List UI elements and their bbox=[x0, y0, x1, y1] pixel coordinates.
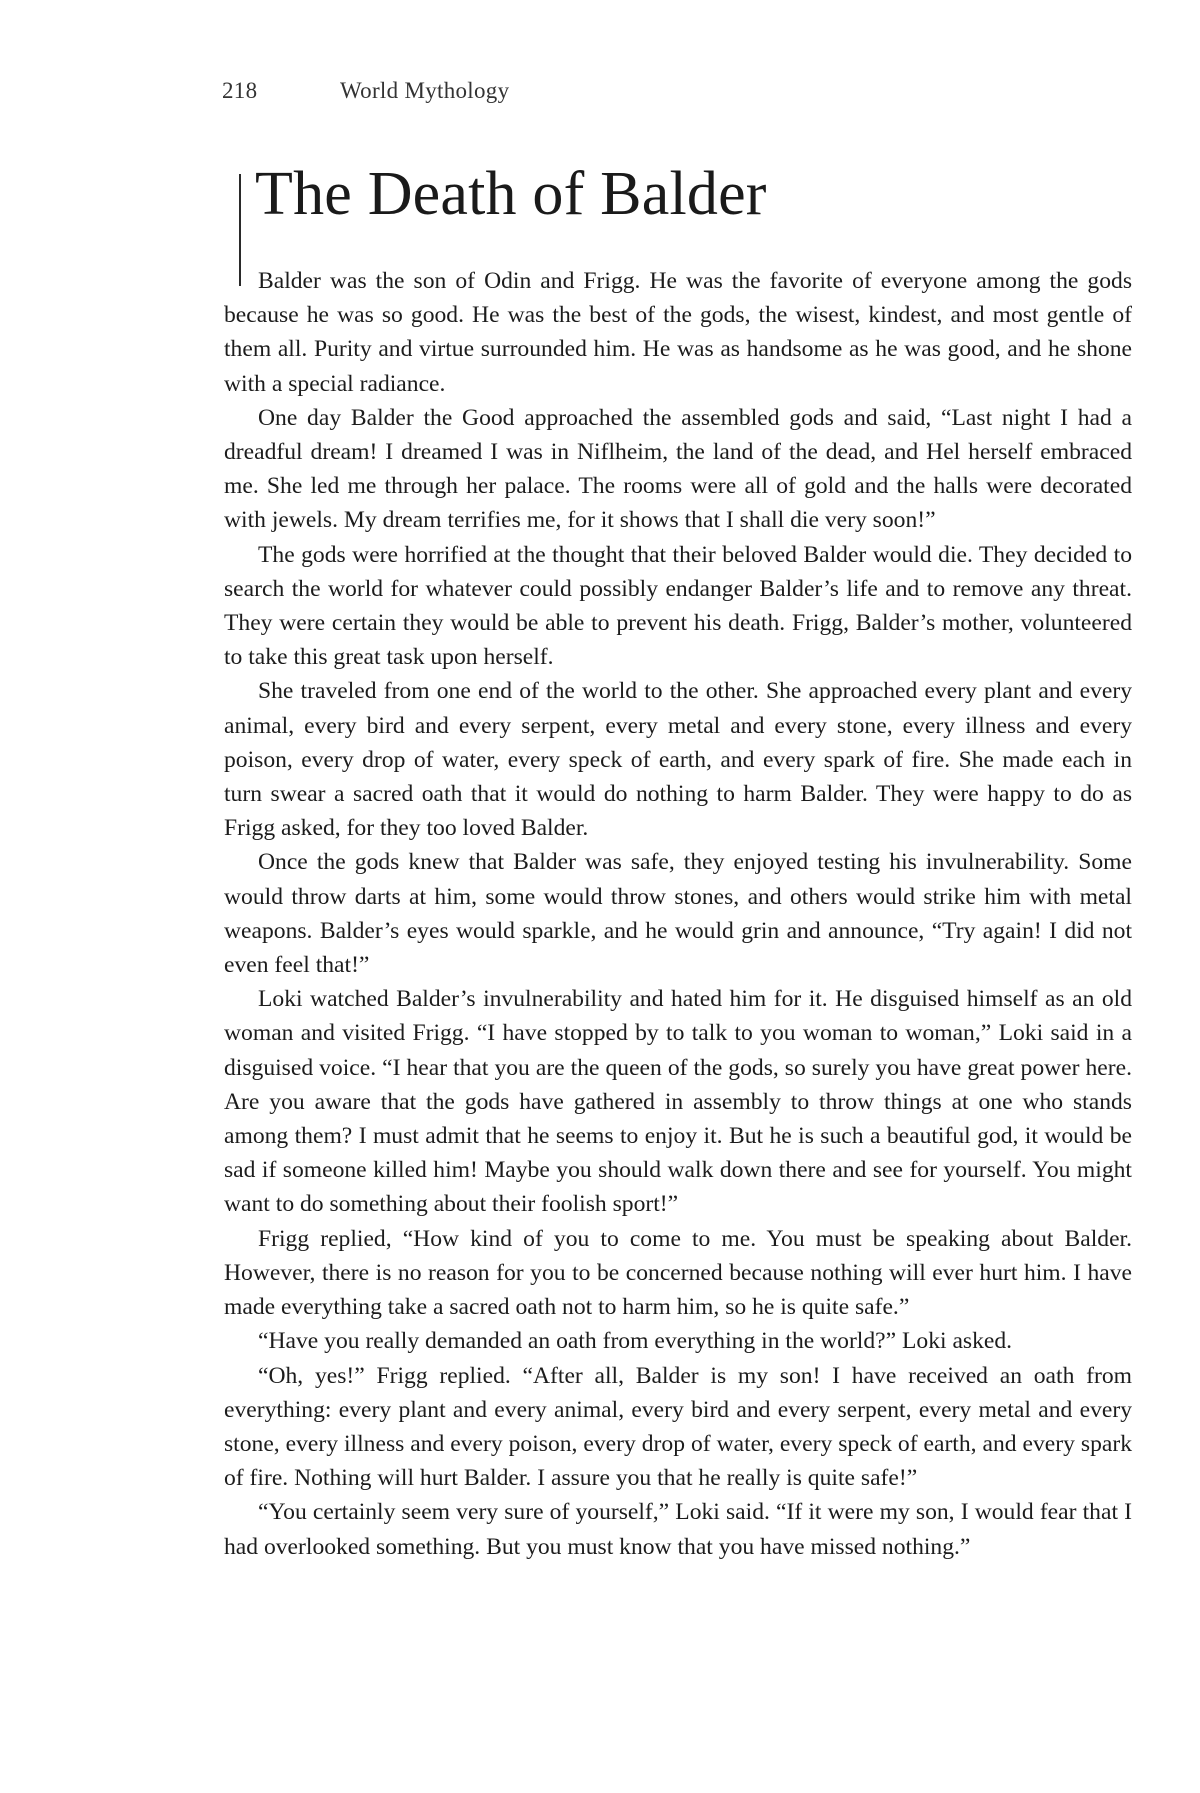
paragraph: The gods were horrified at the thought that their beloved Balder would die. They decided to search the world for whatever could possibly endanger Balder’s life and to remove any threat. They were certain they would be able to prevent his death. Frigg, Balder’s mother, volunteered to take this great task upon herself. bbox=[224, 541, 1132, 671]
paragraph: Loki watched Balder’s invulnerability and hated him for it. He disguised himself as an old woman and visited Frigg. “I have stopped by to talk to you woman to woman,” Loki said in a disguised voice. “I hear that you are the queen of the gods, so surely you have great power here. Are you aware that the gods have gathered in assembly to throw things at one who stands among them? I must admit that he seems to enjoy it. But he is such a beautiful god, it would be sad if someone killed him! Maybe you should walk down there and see for yourself. You might want to do something about their foolish sport!” bbox=[224, 986, 1132, 1218]
paragraph: “You certainly seem very sure of yourself,” Loki said. “If it were my son, I would fear that I had overlooked something. But you must know that you have missed nothing.” bbox=[224, 1499, 1132, 1560]
running-head bbox=[222, 78, 509, 104]
paragraph: One day Balder the Good approached the assembled gods and said, “Last night I had a dreadful dream! I dreamed I was in Niflheim, the land of the dead, and Hel herself embraced me. She led me through her palace. The rooms were all of gold and the halls were decorated with jewels. My dream terrifies me, for it shows that I shall die very soon!” bbox=[224, 404, 1132, 534]
book-title: World Mythology bbox=[340, 78, 510, 103]
paragraph: She traveled from one end of the world to the other. She approached every plant and every animal, every bird and every serpent, every metal and every stone, every illness and every poison, every drop of water, every speck of earth, and every spark of fire. She made each in turn swear a sacred oath that it would do nothing to harm Balder. They were happy to do as Frigg asked, for they too loved Balder. bbox=[224, 678, 1132, 842]
chapter-body bbox=[224, 264, 1132, 1564]
paragraph: Balder was the son of Odin and Frigg. He was the favorite of everyone among the gods because he was so good. He was the best of the gods, the wisest, kindest, and most gentle of them all. Purity and virtue surrounded him. He was as handsome as he was good, and he shone with a special radiance. bbox=[224, 268, 1132, 397]
paragraph: “Oh, yes!” Frigg replied. “After all, Balder is my son! I have received an oath from everything: every plant and every animal, every bird and every serpent, every metal and every stone, every illness and every poison, every drop of water, every speck of earth, and every spark of fire. Nothing will hurt Balder. I assure you that he really is quite safe!” bbox=[224, 1362, 1132, 1492]
page-number: 218 bbox=[222, 78, 258, 103]
paragraph: Frigg replied, “How kind of you to come to me. You must be speaking about Balder. However, there is no reason for you to be concerned because nothing will ever hurt him. I have made everything take a sacred oath not to harm him, so he is quite safe.” bbox=[224, 1225, 1132, 1321]
paragraph: “Have you really demanded an oath from everything in the world?” Loki asked. bbox=[258, 1328, 1013, 1355]
chapter-title: The Death of Balder bbox=[255, 160, 767, 228]
paragraph: Once the gods knew that Balder was safe, they enjoyed testing his invulnerability. Some would throw darts at him, some would throw stones, and others would strike him with metal weapons. Balder’s eyes would sparkle, and he would grin and announce, “Try again! I did not even feel that!” bbox=[224, 849, 1132, 979]
